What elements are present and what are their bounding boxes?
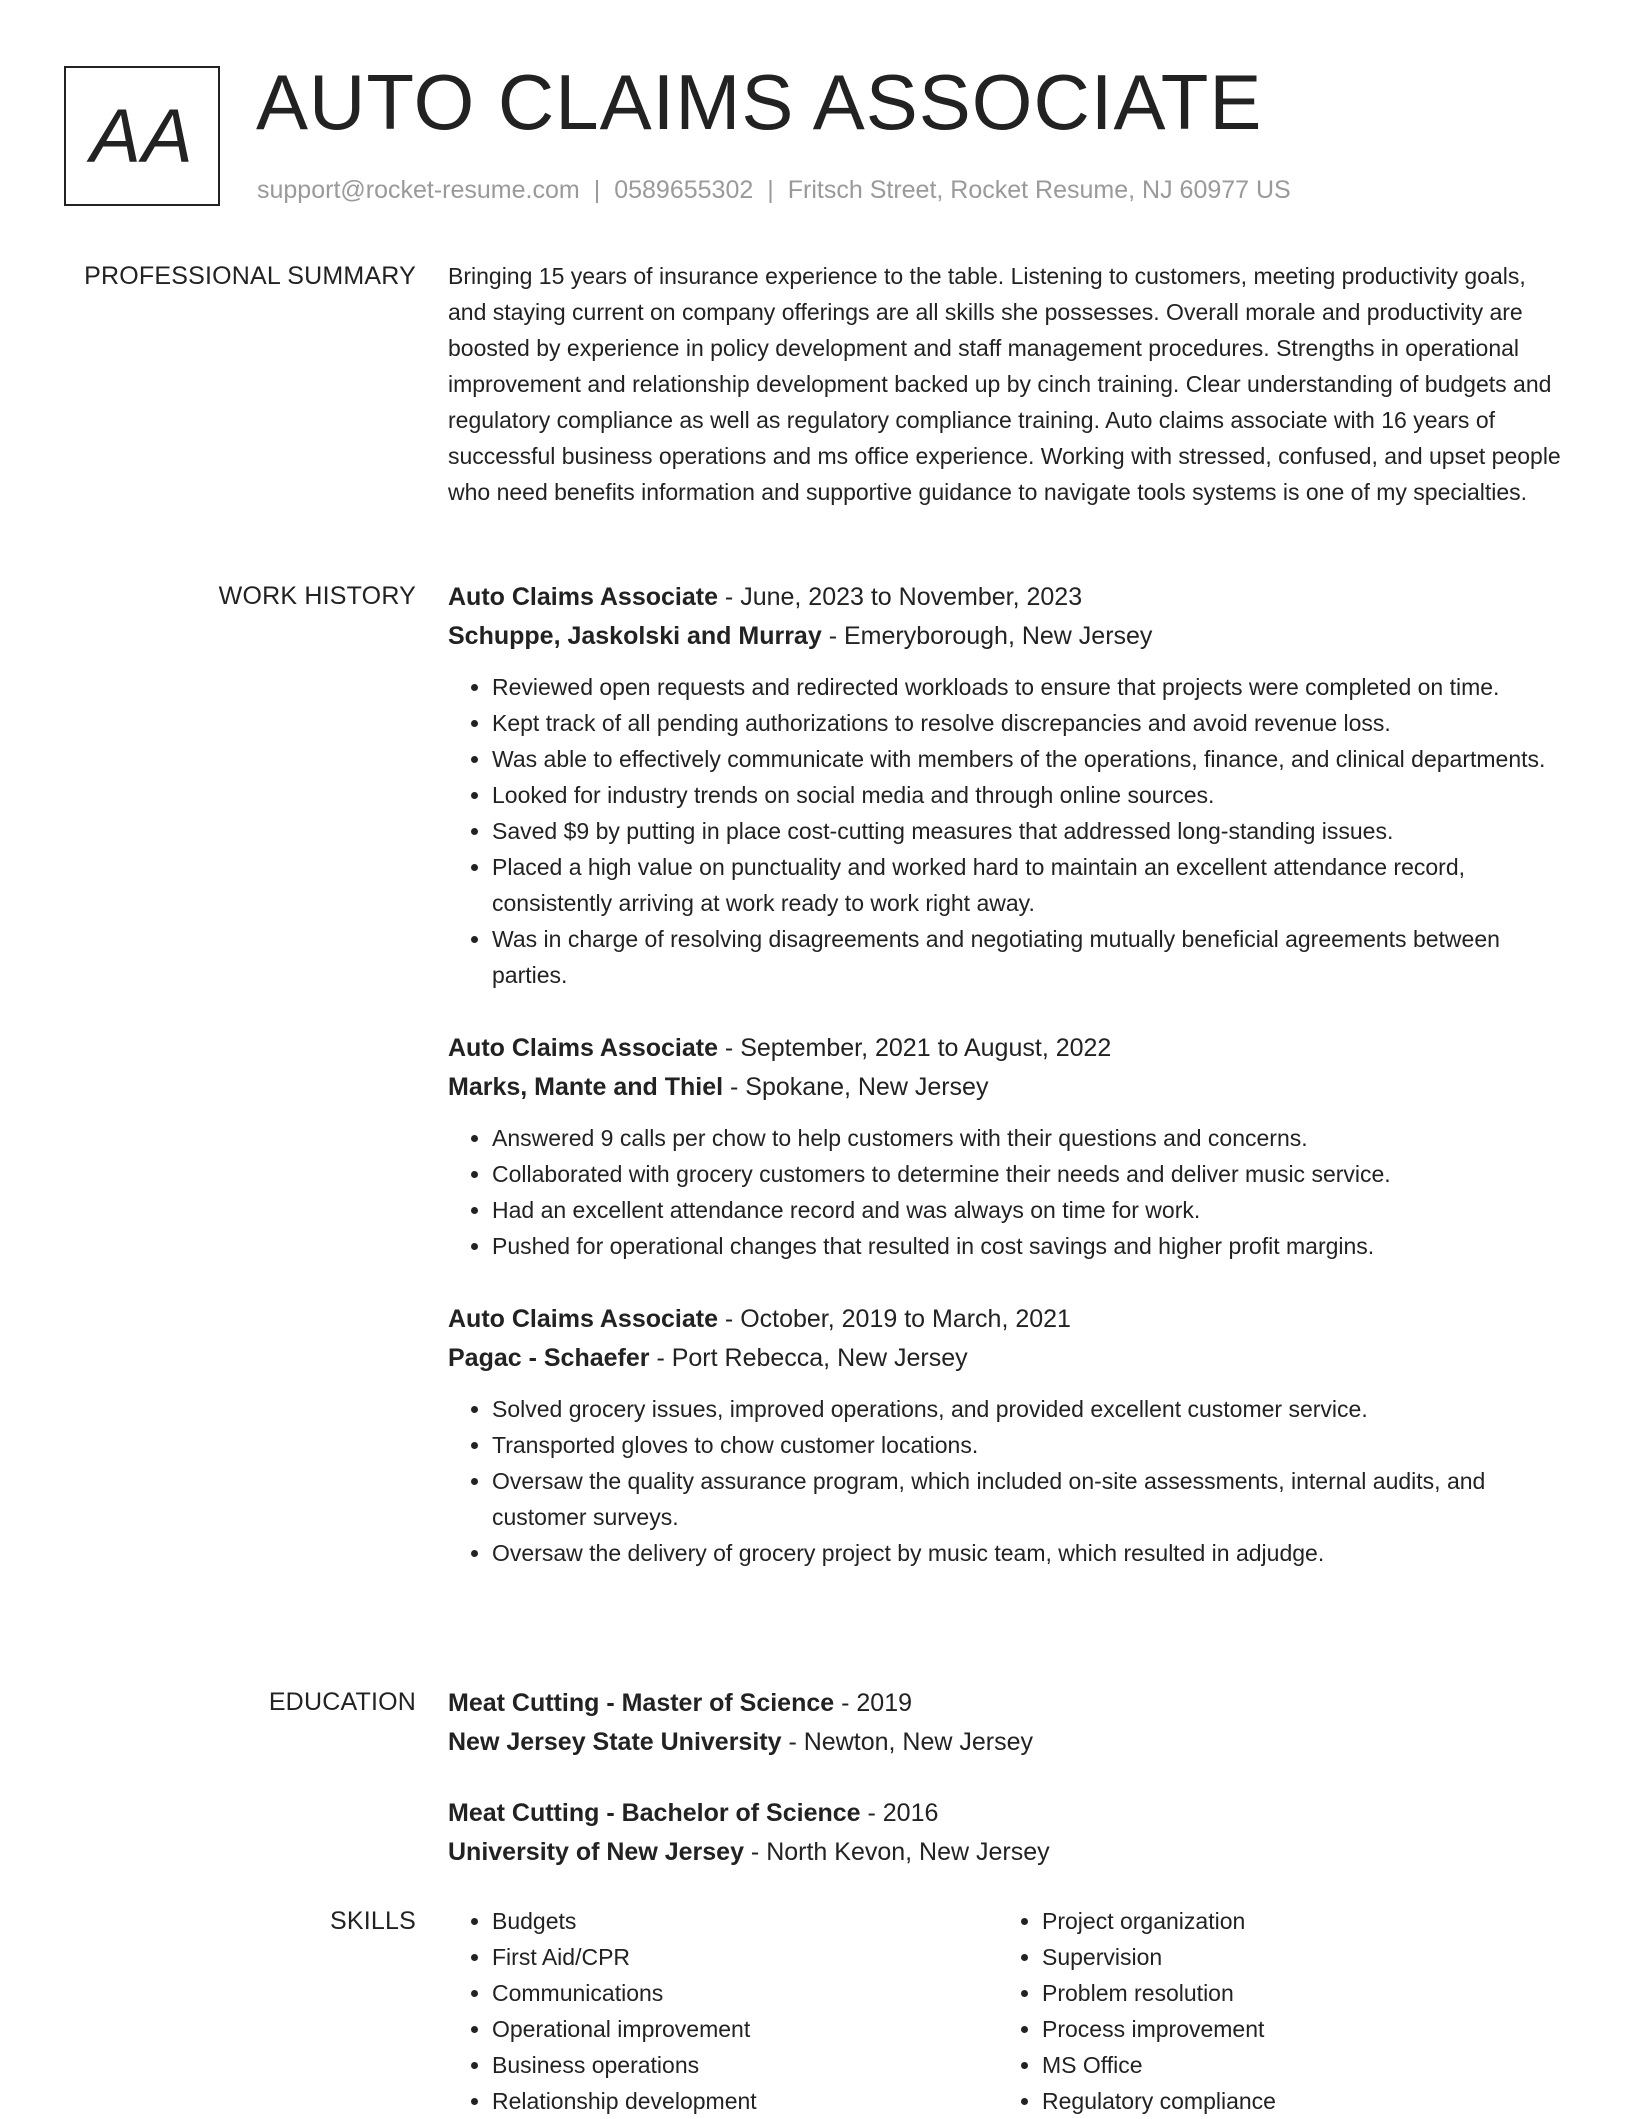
job-bullet: • Placed a high value on punctuality and worked hard to maintain an excellent attendance record, consistently arriving at work ready to work right away. bbox=[492, 849, 1568, 921]
job-bullet: • Had an excellent attendance record and was always on time for work. bbox=[492, 1192, 1568, 1228]
skill-item: • Regulatory compliance bbox=[1042, 2083, 1548, 2119]
degree-year: - 2016 bbox=[860, 1799, 939, 1827]
school-name: University of New Jersey bbox=[448, 1838, 744, 1866]
skill-item: • Operational improvement bbox=[492, 2011, 998, 2047]
job-bullets bbox=[448, 1120, 1568, 1264]
education-body bbox=[448, 1684, 1568, 1904]
job-bullet: • Pushed for operational changes that resulted in cost savings and higher profit margins. bbox=[492, 1228, 1568, 1264]
job-title-line bbox=[448, 1300, 1568, 1339]
job-entry bbox=[448, 1029, 1568, 1264]
skill-item: • MS Office bbox=[1042, 2047, 1548, 2083]
job-company: Schuppe, Jaskolski and Murray bbox=[448, 622, 822, 650]
degree-line bbox=[448, 1684, 1568, 1723]
education-entry bbox=[448, 1794, 1568, 1872]
skill-item: • Communications bbox=[492, 1975, 998, 2011]
job-location: - Port Rebecca, New Jersey bbox=[649, 1344, 968, 1372]
job-bullet: • Kept track of all pending authorizations to resolve discrepancies and avoid revenue loss. bbox=[492, 705, 1568, 741]
job-bullet: • Was able to effectively communicate with members of the operations, finance, and clinical departments. bbox=[492, 741, 1568, 777]
job-bullet: • Saved $9 by putting in place cost-cutting measures that addressed long-standing issues. bbox=[492, 813, 1568, 849]
degree-name: Meat Cutting - Bachelor of Science bbox=[448, 1799, 861, 1827]
job-title: Auto Claims Associate bbox=[448, 583, 718, 611]
school-location: - Newton, New Jersey bbox=[781, 1728, 1033, 1756]
monogram-logo: AA bbox=[64, 66, 220, 206]
job-bullet: • Solved grocery issues, improved operations, and provided excellent customer service. bbox=[492, 1391, 1568, 1427]
job-location: - Spokane, New Jersey bbox=[723, 1073, 989, 1101]
degree-line bbox=[448, 1794, 1568, 1833]
skill-item: • Project organization bbox=[1042, 1903, 1548, 1939]
summary-body bbox=[448, 258, 1568, 510]
skill-item: • First Aid/CPR bbox=[492, 1939, 998, 1975]
job-bullet: • Oversaw the quality assurance program, which included on-site assessments, internal audits, and customer surveys. bbox=[492, 1463, 1568, 1535]
resume-title: AUTO CLAIMS ASSOCIATE bbox=[256, 58, 1263, 146]
school-line bbox=[448, 1723, 1568, 1762]
education-entry bbox=[448, 1684, 1568, 1762]
job-company: Pagac - Schaefer bbox=[448, 1344, 650, 1372]
skills-list-right bbox=[998, 1903, 1548, 2119]
job-bullet: • Collaborated with grocery customers to determine their needs and deliver music service. bbox=[492, 1156, 1568, 1192]
job-company-line bbox=[448, 1068, 1568, 1107]
job-bullets bbox=[448, 669, 1568, 993]
contact-separator: | bbox=[767, 176, 774, 204]
degree-year: - 2019 bbox=[834, 1689, 913, 1717]
job-entry bbox=[448, 1300, 1568, 1571]
job-dates: - June, 2023 to November, 2023 bbox=[717, 583, 1083, 611]
section-label-skills: SKILLS bbox=[330, 1907, 416, 1935]
job-bullet: • Transported gloves to chow customer locations. bbox=[492, 1427, 1568, 1463]
school-name: New Jersey State University bbox=[448, 1728, 782, 1756]
job-dates: - September, 2021 to August, 2022 bbox=[717, 1034, 1112, 1062]
skills-list-left bbox=[448, 1903, 998, 2119]
skill-item: • Relationship development bbox=[492, 2083, 998, 2119]
skill-item: • Problem resolution bbox=[1042, 1975, 1548, 2011]
job-title: Auto Claims Associate bbox=[448, 1034, 718, 1062]
job-dates: - October, 2019 to March, 2021 bbox=[717, 1305, 1071, 1333]
skills-body bbox=[448, 1903, 1568, 2119]
job-bullet: • Oversaw the delivery of grocery project by music team, which resulted in adjudge. bbox=[492, 1535, 1568, 1571]
job-entry bbox=[448, 578, 1568, 993]
job-bullets bbox=[448, 1391, 1568, 1571]
degree-name: Meat Cutting - Master of Science bbox=[448, 1689, 835, 1717]
summary-text: Bringing 15 years of insurance experience to the table. Listening to customers, meeting productivity goals, and staying current on company offerings are all skills she possesses. Overall morale and productivity are boosted by experience in policy development and staff management procedures. Strengths in operational improvement and relationship development backed up by cinch training. Clear understanding of budgets and regulatory compliance as well as regulatory compliance training. Auto claims associate with 16 years of successful business operations and ms office experience. Working with stressed, confused, and upset people who need benefits information and supportive guidance to navigate tools systems is one of my specialties. bbox=[448, 263, 1561, 505]
job-bullet: • Reviewed open requests and redirected workloads to ensure that projects were completed on time. bbox=[492, 669, 1568, 705]
section-label-education: EDUCATION bbox=[268, 1688, 416, 1716]
school-line bbox=[448, 1833, 1568, 1872]
skill-item: • Supervision bbox=[1042, 1939, 1548, 1975]
job-company-line bbox=[448, 617, 1568, 656]
school-location: - North Kevon, New Jersey bbox=[743, 1838, 1050, 1866]
contact-line bbox=[257, 172, 1291, 208]
job-company: Marks, Mante and Thiel bbox=[448, 1073, 724, 1101]
job-company-line bbox=[448, 1339, 1568, 1378]
section-label-work-history: WORK HISTORY bbox=[218, 582, 416, 610]
job-title-line bbox=[448, 578, 1568, 617]
skill-item: • Process improvement bbox=[1042, 2011, 1548, 2047]
skill-item: • Business operations bbox=[492, 2047, 998, 2083]
contact-email: support@rocket-resume.com bbox=[257, 176, 580, 204]
job-bullet: • Answered 9 calls per chow to help customers with their questions and concerns. bbox=[492, 1120, 1568, 1156]
contact-address: Fritsch Street, Rocket Resume, NJ 60977 US bbox=[787, 176, 1291, 204]
job-title-line bbox=[448, 1029, 1568, 1068]
job-bullet: • Looked for industry trends on social media and through online sources. bbox=[492, 777, 1568, 813]
section-label-summary: PROFESSIONAL SUMMARY bbox=[84, 262, 416, 290]
work-history-body bbox=[448, 578, 1568, 1607]
contact-phone: 0589655302 bbox=[614, 176, 754, 204]
contact-separator: | bbox=[593, 176, 601, 204]
job-title: Auto Claims Associate bbox=[448, 1305, 718, 1333]
skill-item: • Budgets bbox=[492, 1903, 998, 1939]
job-location: - Emeryborough, New Jersey bbox=[821, 622, 1153, 650]
job-bullet: • Was in charge of resolving disagreements and negotiating mutually beneficial agreements between parties. bbox=[492, 921, 1568, 993]
